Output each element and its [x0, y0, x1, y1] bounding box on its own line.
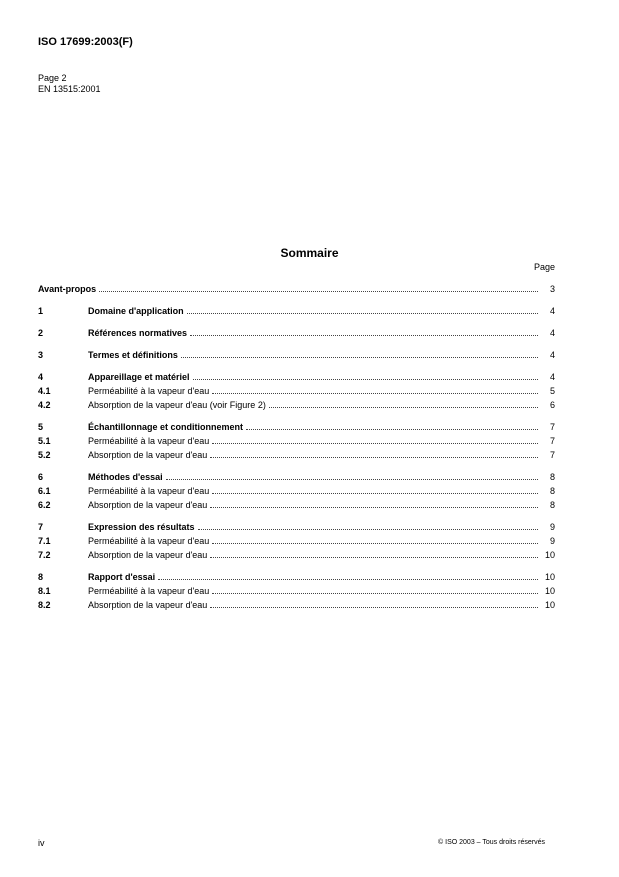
toc-entry-page: 3: [549, 284, 555, 294]
toc-entry-title: Méthodes d'essai: [88, 472, 163, 482]
toc-entry-title: Termes et définitions: [88, 350, 178, 360]
toc-entry[interactable]: [38, 584, 555, 598]
toc-entry-page: 8: [549, 500, 555, 510]
table-of-contents: [38, 282, 555, 612]
toc-entry[interactable]: [38, 448, 555, 462]
toc-dot-leader: [198, 529, 538, 530]
toc-entry-title: Rapport d'essai: [88, 572, 156, 582]
toc-dot-leader: [212, 593, 538, 594]
toc-dot-leader: [193, 379, 538, 380]
toc-entry[interactable]: [38, 398, 555, 412]
toc-entry-number: 7.1: [38, 536, 51, 546]
toc-dot-leader: [210, 457, 538, 458]
toc-dot-leader: [181, 357, 538, 358]
toc-entry[interactable]: [38, 282, 555, 296]
toc-entry-number: 8.2: [38, 600, 51, 610]
toc-entry[interactable]: [38, 384, 555, 398]
toc-entry-title: Perméabilité à la vapeur d'eau: [88, 436, 210, 446]
toc-entry[interactable]: [38, 548, 555, 562]
toc-dot-leader: [212, 543, 538, 544]
toc-entry-page: 10: [544, 586, 555, 596]
toc-entry-page: 4: [549, 328, 555, 338]
toc-entry[interactable]: [38, 348, 555, 362]
toc-entry[interactable]: [38, 570, 555, 584]
toc-entry[interactable]: [38, 470, 555, 484]
toc-dot-leader: [210, 507, 538, 508]
toc-entry[interactable]: [38, 520, 555, 534]
toc-entry[interactable]: [38, 498, 555, 512]
toc-entry-number: 4.2: [38, 400, 51, 410]
toc-entry-number: 7.2: [38, 550, 51, 560]
toc-entry-page: 9: [549, 536, 555, 546]
toc-entry-title: Absorption de la vapeur d'eau: [88, 450, 208, 460]
toc-entry-number: 7: [38, 522, 44, 532]
toc-entry-page: 4: [549, 306, 555, 316]
toc-entry-number: 5.2: [38, 450, 51, 460]
toc-entry-page: 10: [544, 550, 555, 560]
toc-entry-title: Échantillonnage et conditionnement: [88, 422, 244, 432]
toc-entry-page: 7: [549, 422, 555, 432]
toc-entry-page: 9: [549, 522, 555, 532]
toc-entry-number: 2: [38, 328, 44, 338]
toc-entry-page: 4: [549, 350, 555, 360]
toc-entry-page: 5: [549, 386, 555, 396]
toc-entry-number: 1: [38, 306, 44, 316]
toc-entry-number: 5.1: [38, 436, 51, 446]
toc-entry-title: Absorption de la vapeur d'eau: [88, 550, 208, 560]
toc-entry-title: Perméabilité à la vapeur d'eau: [88, 486, 210, 496]
toc-entry-number: 4: [38, 372, 44, 382]
footer-copyright: © ISO 2003 – Tous droits réservés: [438, 839, 545, 846]
toc-entry-title: Expression des résultats: [88, 522, 195, 532]
toc-entry-page: 7: [549, 436, 555, 446]
toc-entry-number: 8: [38, 572, 44, 582]
toc-entry[interactable]: [38, 484, 555, 498]
toc-dot-leader: [187, 313, 538, 314]
toc-entry-title: Avant-propos: [38, 284, 97, 294]
toc-dot-leader: [210, 607, 538, 608]
toc-entry-title: Absorption de la vapeur d'eau: [88, 500, 208, 510]
toc-entry[interactable]: [38, 326, 555, 340]
toc-dot-leader: [158, 579, 538, 580]
toc-entry-page: 4: [549, 372, 555, 382]
document-id: ISO 17699:2003(F): [38, 36, 133, 48]
toc-entry-title: Appareillage et matériel: [88, 372, 190, 382]
toc-entry-number: 8.1: [38, 586, 51, 596]
toc-dot-leader: [210, 557, 538, 558]
toc-entry-page: 10: [544, 600, 555, 610]
toc-dot-leader: [212, 493, 538, 494]
toc-entry-title: Perméabilité à la vapeur d'eau: [88, 536, 210, 546]
toc-dot-leader: [190, 335, 538, 336]
toc-entry[interactable]: [38, 370, 555, 384]
toc-entry-title: Absorption de la vapeur d'eau (voir Figure 2): [88, 400, 266, 410]
toc-entry-title: Perméabilité à la vapeur d'eau: [88, 586, 210, 596]
toc-entry-title: Perméabilité à la vapeur d'eau: [88, 386, 210, 396]
toc-entry-page: 7: [549, 450, 555, 460]
toc-entry[interactable]: [38, 598, 555, 612]
toc-entry[interactable]: [38, 304, 555, 318]
toc-page-column-label: Page: [533, 262, 555, 272]
toc-dot-leader: [269, 407, 538, 408]
footer-page-number: iv: [38, 838, 45, 848]
toc-entry[interactable]: [38, 420, 555, 434]
toc-entry-number: 3: [38, 350, 44, 360]
toc-entry-number: 6.2: [38, 500, 51, 510]
toc-dot-leader: [99, 291, 538, 292]
toc-entry-page: 10: [544, 572, 555, 582]
toc-entry-number: 4.1: [38, 386, 51, 396]
toc-entry-number: 5: [38, 422, 44, 432]
toc-entry-page: 8: [549, 486, 555, 496]
toc-entry-page: 8: [549, 472, 555, 482]
toc-dot-leader: [246, 429, 538, 430]
toc-entry[interactable]: [38, 434, 555, 448]
toc-entry[interactable]: [38, 534, 555, 548]
toc-entry-page: 6: [549, 400, 555, 410]
page-reference: Page 2: [38, 73, 67, 83]
toc-title: Sommaire: [280, 246, 339, 260]
toc-dot-leader: [166, 479, 538, 480]
toc-dot-leader: [212, 393, 538, 394]
toc-entry-number: 6.1: [38, 486, 51, 496]
en-reference: EN 13515:2001: [38, 84, 101, 94]
toc-dot-leader: [212, 443, 538, 444]
toc-entry-number: 6: [38, 472, 44, 482]
toc-entry-title: Références normatives: [88, 328, 188, 338]
toc-entry-title: Domaine d'application: [88, 306, 184, 316]
toc-entry-title: Absorption de la vapeur d'eau: [88, 600, 208, 610]
